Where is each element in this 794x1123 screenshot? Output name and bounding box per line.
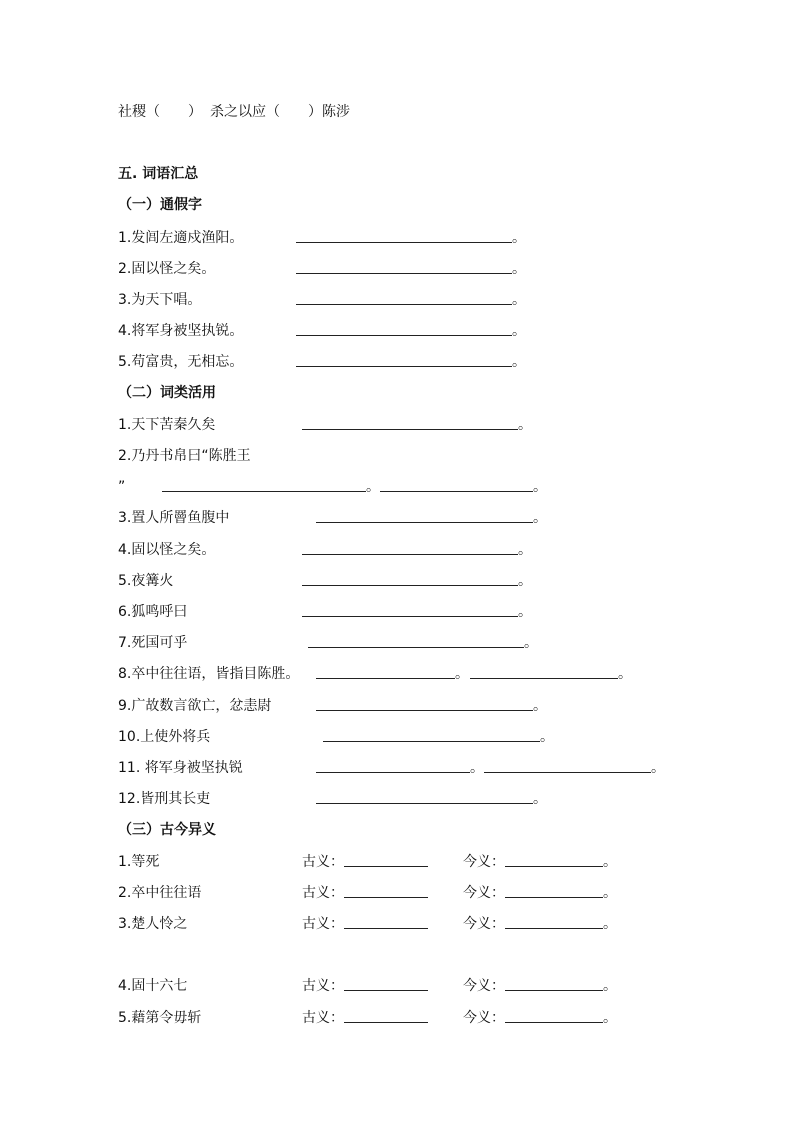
sub1-item-2: 2.固以怪之矣。 (118, 261, 216, 277)
end-mark: 。 (603, 978, 617, 994)
sub2-item-2: 2.乃丹书帛曰“陈胜王 (118, 448, 251, 464)
sub3-item-2: 2.卒中往往语 (118, 885, 202, 901)
sub1-item-3: 3.为天下唱。 (118, 292, 202, 308)
section-title: 五. 词语汇总 (118, 166, 199, 182)
end-mark: 。 (524, 635, 538, 651)
sub2-item-9: 9.广故数言欲亡，忿恚尉 (118, 698, 272, 714)
sub2-item-10: 10.上使外将兵 (118, 729, 211, 745)
sub3-item-1: 1.等死 (118, 854, 160, 870)
sub1-item-4: 4.将军身被坚执锐。 (118, 323, 244, 339)
gu-label: 古义： (302, 978, 344, 994)
top-item-shazhi: 杀之以应（ ）陈涉 (210, 104, 350, 120)
end-mark: 。 (512, 354, 526, 370)
sub2-item-5: 5.夜篝火 (118, 573, 174, 589)
answer-blank[interactable] (323, 741, 540, 742)
end-mark: 。 (512, 261, 526, 277)
end-mark: 。 (518, 417, 532, 433)
answer-blank[interactable] (302, 585, 518, 586)
gu-label: 古义： (302, 854, 344, 870)
end-mark: 。 (618, 666, 632, 682)
answer-blank[interactable] (296, 366, 512, 367)
answer-blank[interactable] (296, 304, 512, 305)
sub2-item-2-quote-close: ” (118, 479, 126, 495)
answer-blank[interactable] (296, 273, 512, 274)
answer-blank[interactable] (316, 522, 533, 523)
jin-blank[interactable] (505, 928, 603, 929)
answer-blank[interactable] (296, 335, 512, 336)
sub2-item-4: 4.固以怪之矣。 (118, 542, 216, 558)
answer-blank[interactable] (316, 678, 455, 679)
jin-blank[interactable] (505, 990, 603, 991)
sub2-item-7: 7.死国可乎 (118, 635, 188, 651)
jin-blank[interactable] (505, 897, 603, 898)
gu-label: 古义： (302, 916, 344, 932)
sub1-item-1: 1.发闾左適戍渔阳。 (118, 230, 244, 246)
gu-blank[interactable] (344, 928, 428, 929)
answer-blank[interactable] (302, 616, 518, 617)
end-mark: 。 (455, 666, 469, 682)
jin-label: 今义： (463, 1010, 505, 1026)
sub1-title: （一）通假字 (118, 197, 202, 213)
end-mark: 。 (603, 854, 617, 870)
sub3-item-3: 3.楚人怜之 (118, 916, 188, 932)
answer-blank[interactable] (302, 429, 518, 430)
sub1-item-5: 5.苟富贵，无相忘。 (118, 354, 244, 370)
gu-blank[interactable] (344, 897, 428, 898)
end-mark: 。 (512, 292, 526, 308)
jin-label: 今义： (463, 854, 505, 870)
sub2-item-6: 6.狐鸣呼曰 (118, 604, 188, 620)
jin-label: 今义： (463, 978, 505, 994)
end-mark: 。 (470, 760, 484, 776)
end-mark: 。 (603, 1010, 617, 1026)
answer-blank[interactable] (296, 242, 512, 243)
end-mark: 。 (518, 604, 532, 620)
jin-label: 今义： (463, 885, 505, 901)
end-mark: 。 (603, 885, 617, 901)
gu-blank[interactable] (344, 866, 428, 867)
sub2-title: （二）词类活用 (118, 385, 216, 401)
end-mark: 。 (651, 760, 665, 776)
gu-blank[interactable] (344, 1022, 428, 1023)
answer-blank[interactable] (316, 772, 470, 773)
answer-blank[interactable] (308, 647, 524, 648)
sub2-item-3: 3.置人所罾鱼腹中 (118, 510, 230, 526)
jin-blank[interactable] (505, 866, 603, 867)
sub2-item-12: 12.皆刑其长吏 (118, 791, 211, 807)
sub3-title: （三）古今异义 (118, 822, 216, 838)
answer-blank[interactable] (484, 772, 651, 773)
sub2-item-1: 1.天下苦秦久矣 (118, 417, 216, 433)
jin-blank[interactable] (505, 1022, 603, 1023)
top-item-sheji: 社稷（ ） (118, 104, 202, 120)
end-mark: 。 (533, 791, 547, 807)
end-mark: 。 (533, 698, 547, 714)
sub3-item-4: 4.固十六七 (118, 978, 188, 994)
end-mark: 。 (518, 542, 532, 558)
answer-blank[interactable] (316, 803, 533, 804)
end-mark: 。 (512, 323, 526, 339)
end-mark: 。 (512, 230, 526, 246)
end-mark: 。 (518, 573, 532, 589)
answer-blank[interactable] (316, 710, 533, 711)
answer-blank[interactable] (470, 678, 618, 679)
end-mark: 。 (540, 729, 554, 745)
end-mark: 。 (533, 510, 547, 526)
gu-label: 古义： (302, 885, 344, 901)
end-mark: 。 (603, 916, 617, 932)
answer-blank[interactable] (162, 491, 366, 492)
end-mark: 。 (533, 479, 547, 495)
sub3-item-5: 5.藉第令毋斩 (118, 1010, 202, 1026)
gu-blank[interactable] (344, 990, 428, 991)
answer-blank[interactable] (380, 491, 533, 492)
jin-label: 今义： (463, 916, 505, 932)
sub2-item-11: 11. 将军身被坚执锐 (118, 760, 243, 776)
end-mark: 。 (366, 479, 380, 495)
answer-blank[interactable] (302, 554, 518, 555)
gu-label: 古义： (302, 1010, 344, 1026)
sub2-item-8: 8.卒中往往语，皆指目陈胜。 (118, 666, 300, 682)
